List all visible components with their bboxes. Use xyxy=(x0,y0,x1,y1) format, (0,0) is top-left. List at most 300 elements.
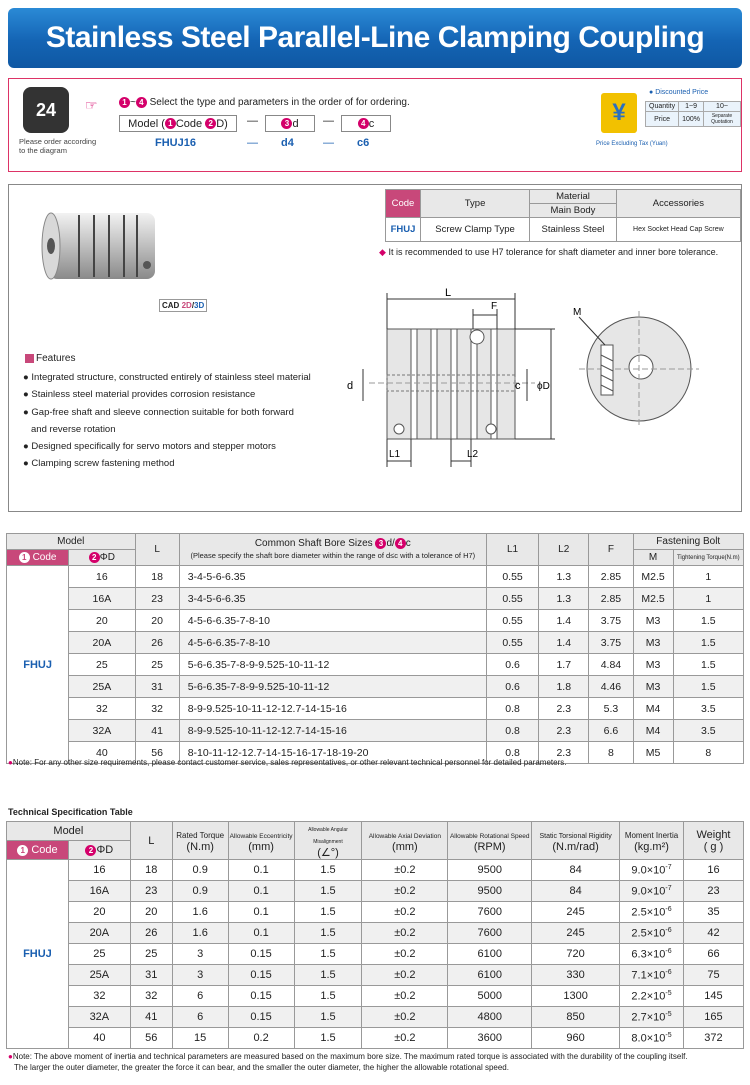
table-cell: 20A xyxy=(69,632,135,654)
table-cell: 0.1 xyxy=(228,881,294,902)
step-1-icon: 1 xyxy=(19,552,30,563)
table-cell: 1 xyxy=(673,566,743,588)
header-model: Model xyxy=(7,534,136,550)
table-cell: 25A xyxy=(69,676,135,698)
feature-text: Clamping screw fastening method xyxy=(31,458,175,470)
table-cell: M3 xyxy=(633,632,673,654)
feature-text: Designed specifically for servo motors and stepper motors xyxy=(31,441,276,453)
table-row xyxy=(7,698,744,720)
table-cell: 15 xyxy=(172,1028,228,1049)
type-material: Stainless Steel xyxy=(530,218,617,242)
dim-label-L: L xyxy=(445,287,452,299)
phone-order-text: 24 xyxy=(35,99,57,120)
type-code: FHUJ xyxy=(386,218,421,242)
table-cell: 0.55 xyxy=(486,632,538,654)
table-cell: 1.5 xyxy=(294,1028,362,1049)
table-cell: 1.5 xyxy=(294,902,362,923)
inertia-base: 9.0×10 xyxy=(631,864,666,877)
spec-header-code xyxy=(7,841,69,860)
cad-2d: 2D xyxy=(181,301,192,310)
table-cell: 8-10-11-12-12.7-14-15-16-17-18-19-20 xyxy=(179,742,486,764)
instruction-text: Select the type and parameters in the order of for ordering. xyxy=(149,97,410,109)
d-field-box xyxy=(265,115,315,132)
yen-symbol: ¥ xyxy=(612,99,626,126)
dimensions-table xyxy=(6,533,744,764)
table-cell: 8 xyxy=(589,742,633,764)
table-cell: 41 xyxy=(130,1007,172,1028)
price-heading-text: Discounted Price xyxy=(655,89,709,96)
header-sizes-c: c xyxy=(405,538,411,550)
spec-header-torque-unit: (N.m) xyxy=(186,840,214,853)
table-cell: 6100 xyxy=(448,965,532,986)
table-cell: M4 xyxy=(633,698,673,720)
table-cell: 4.46 xyxy=(589,676,633,698)
table-cell: 1.5 xyxy=(673,654,743,676)
table-cell: M2.5 xyxy=(633,588,673,610)
spec-header-L: L xyxy=(130,822,172,860)
table-row xyxy=(7,860,744,881)
spec-table-title: Technical Specification Table xyxy=(8,807,133,817)
type-table xyxy=(385,189,741,242)
inertia-exponent: -5 xyxy=(665,1010,672,1018)
cad-badge-text: CAD xyxy=(162,301,180,310)
inertia-exponent: -6 xyxy=(665,947,672,955)
table-cell: 3.5 xyxy=(673,698,743,720)
header-sizes-note: (Please specify the shaft bore diameter within the range of d≤c with a tolerance of H7) xyxy=(190,550,476,560)
separator-dash: — xyxy=(247,115,258,127)
table-cell: 1.5 xyxy=(294,881,362,902)
features-title xyxy=(25,353,75,364)
table-cell: 1.5 xyxy=(294,923,362,944)
table-cell: 0.8 xyxy=(486,698,538,720)
table-cell: 23 xyxy=(135,588,179,610)
table-cell: 0.1 xyxy=(228,923,294,944)
phone-note-line-2: to the diagram xyxy=(19,146,67,155)
spec-header-torque-text: Rated Torque xyxy=(176,830,225,840)
table-cell: 6100 xyxy=(448,944,532,965)
table-cell: 3.75 xyxy=(589,632,633,654)
spec-table xyxy=(6,821,744,1049)
table-cell: ±0.2 xyxy=(362,923,448,944)
dim-label-M: M xyxy=(573,307,582,318)
table-cell: 18 xyxy=(130,860,172,881)
price-table xyxy=(645,101,741,127)
table-row xyxy=(7,676,744,698)
table-cell: 9500 xyxy=(448,860,532,881)
table-cell: 1 xyxy=(673,588,743,610)
type-header-type: Type xyxy=(420,190,529,218)
table-cell: 165 xyxy=(683,1007,743,1028)
table-cell: 720 xyxy=(532,944,620,965)
table-cell: 4800 xyxy=(448,1007,532,1028)
table-cell: 4.84 xyxy=(589,654,633,676)
table-cell: 0.8 xyxy=(486,720,538,742)
table-cell: 7600 xyxy=(448,902,532,923)
header-bolt: Fastening Bolt xyxy=(633,534,743,550)
header-sizes-d: d/ xyxy=(386,538,395,550)
table-cell: M2.5 xyxy=(633,566,673,588)
table-cell: 1.5 xyxy=(294,1007,362,1028)
dim-label-phid: ϕD xyxy=(537,381,550,392)
step-2-icon: 2 xyxy=(89,552,100,563)
table-cell: 6.6 xyxy=(589,720,633,742)
step-2-icon: 2 xyxy=(205,118,216,129)
table-cell: 1.8 xyxy=(539,676,589,698)
spec-header-weight-text: Weight xyxy=(696,828,731,841)
type-accessories: Hex Socket Head Cap Screw xyxy=(616,218,740,242)
order-instruction xyxy=(119,97,410,108)
inertia-cell xyxy=(620,986,684,1007)
header-L: L xyxy=(135,534,179,566)
table-cell: ±0.2 xyxy=(362,986,448,1007)
table-cell: 32 xyxy=(68,986,130,1007)
step-1-icon: 1 xyxy=(165,118,176,129)
table-cell: 31 xyxy=(130,965,172,986)
table-cell: 0.9 xyxy=(172,860,228,881)
spec-header-ang xyxy=(294,822,362,860)
table-row xyxy=(7,588,744,610)
table-cell: 0.6 xyxy=(486,654,538,676)
spec-header-ecc xyxy=(228,822,294,860)
table-cell: M3 xyxy=(633,654,673,676)
phone-note-line-1: Please order according xyxy=(19,137,97,146)
table-cell: 84 xyxy=(532,860,620,881)
table-cell: 25 xyxy=(68,944,130,965)
table-cell: 16 xyxy=(68,860,130,881)
table-row xyxy=(7,944,744,965)
table-cell: 32A xyxy=(69,720,135,742)
feature-item: ● Integrated structure, constructed entirely of stainless steel material xyxy=(23,372,311,383)
table-cell: 9500 xyxy=(448,881,532,902)
step-3-icon: 3 xyxy=(375,538,386,549)
table-cell: 6 xyxy=(172,1007,228,1028)
table-row xyxy=(7,1007,744,1028)
table-cell: 16A xyxy=(68,881,130,902)
inertia-cell xyxy=(620,1028,684,1049)
dim-label-d: d xyxy=(347,380,354,392)
code-cell: FHUJ xyxy=(7,860,69,1049)
tolerance-note-text: It is recommended to use H7 tolerance for shaft diameter and inner bore tolerance. xyxy=(388,247,719,257)
spec-header-axial-unit: (mm) xyxy=(392,840,418,853)
spec-header-weight xyxy=(683,822,743,860)
table-cell: ±0.2 xyxy=(362,881,448,902)
feature-text: Stainless steel material provides corrosion resistance xyxy=(31,389,256,401)
table-cell: ±0.2 xyxy=(362,1007,448,1028)
table-cell: 56 xyxy=(135,742,179,764)
inertia-exponent: -6 xyxy=(665,905,672,913)
spec-header-rigidity-text: Static Torsional Rigidity xyxy=(539,832,612,840)
table-cell: 145 xyxy=(683,986,743,1007)
page-title: Stainless Steel Parallel-Line Clamping Coupling xyxy=(8,8,742,68)
header-phid xyxy=(69,550,135,566)
table-cell: 850 xyxy=(532,1007,620,1028)
model-box-part-2: Code xyxy=(175,117,203,130)
table-cell: 3.5 xyxy=(673,720,743,742)
table-cell: 0.55 xyxy=(486,588,538,610)
spec-header-code-text: Code xyxy=(31,844,58,856)
step-1-icon: 1 xyxy=(119,97,130,108)
table-cell: ±0.2 xyxy=(362,860,448,881)
inertia-exponent: -7 xyxy=(665,884,672,892)
inertia-exponent: -6 xyxy=(665,968,672,976)
table-cell: 2.3 xyxy=(539,742,589,764)
cad-badge: CAD 2D/3D xyxy=(159,299,207,312)
inertia-cell xyxy=(620,944,684,965)
separator-dash: — xyxy=(247,137,258,149)
table-cell: 1.6 xyxy=(172,902,228,923)
table-cell: 1300 xyxy=(532,986,620,1007)
table-cell: 16A xyxy=(69,588,135,610)
d-field-label: d xyxy=(292,117,299,130)
table-cell: M3 xyxy=(633,610,673,632)
table-cell: 0.15 xyxy=(228,986,294,1007)
table-cell: 1.3 xyxy=(539,566,589,588)
feature-text: Integrated structure, constructed entirely of stainless steel material xyxy=(31,372,311,383)
table-row xyxy=(7,923,744,944)
instruction-tilde: ~ xyxy=(130,97,136,109)
step-4-icon: 4 xyxy=(358,118,369,129)
spec-header-model: Model xyxy=(7,822,131,841)
spec-header-rigidity xyxy=(532,822,620,860)
spec-header-weight-unit: ( g ) xyxy=(703,840,724,853)
table-cell: 16 xyxy=(683,860,743,881)
table-cell: 32 xyxy=(130,986,172,1007)
table-cell: ±0.2 xyxy=(362,944,448,965)
table-row xyxy=(7,566,744,588)
header-L2: L2 xyxy=(539,534,589,566)
table-cell: 32 xyxy=(69,698,135,720)
table-cell: 75 xyxy=(683,965,743,986)
table-cell: 66 xyxy=(683,944,743,965)
table-cell: 372 xyxy=(683,1028,743,1049)
table-cell: 3 xyxy=(172,944,228,965)
inertia-base: 9.0×10 xyxy=(631,885,666,898)
table-cell: 5-6-6.35-7-8-9-9.525-10-11-12 xyxy=(179,654,486,676)
table-cell: 3-4-5-6-6.35 xyxy=(179,566,486,588)
feature-item-continued xyxy=(23,421,311,438)
inertia-base: 2.5×10 xyxy=(631,906,666,919)
inertia-base: 2.5×10 xyxy=(631,927,666,940)
step-4-icon: 4 xyxy=(136,97,147,108)
price-cell: Separate Quotation xyxy=(703,112,740,127)
spec-header-axial-text: Allowable Axial Deviation xyxy=(368,832,441,840)
table-cell: M4 xyxy=(633,720,673,742)
table-cell: 1.5 xyxy=(673,610,743,632)
table-cell: 0.9 xyxy=(172,881,228,902)
table-cell: ±0.2 xyxy=(362,902,448,923)
inertia-base: 2.2×10 xyxy=(631,990,666,1003)
table-cell: 26 xyxy=(130,923,172,944)
table-cell: 8-9-9.525-10-11-12-12.7-14-15-16 xyxy=(179,698,486,720)
table-cell: 20 xyxy=(68,902,130,923)
spec-header-speed-text: Allowable Rotational Speed xyxy=(449,832,530,840)
inertia-exponent: -5 xyxy=(665,989,672,997)
table-cell: 20 xyxy=(130,902,172,923)
product-box xyxy=(8,184,742,512)
table-cell: 0.55 xyxy=(486,566,538,588)
table-cell: 40 xyxy=(68,1028,130,1049)
price-cell: 100% xyxy=(679,112,704,127)
table-cell: 0.2 xyxy=(228,1028,294,1049)
table-cell: 20A xyxy=(68,923,130,944)
ordering-box xyxy=(8,78,742,172)
spec-header-ecc-text: Allowable Eccentricity xyxy=(229,832,293,840)
table-cell: 41 xyxy=(135,720,179,742)
dim-label-c: c xyxy=(515,380,521,392)
table-row xyxy=(7,986,744,1007)
table-row xyxy=(7,902,744,923)
table-cell: 2.85 xyxy=(589,566,633,588)
table-cell: M5 xyxy=(633,742,673,764)
table-cell: 1.4 xyxy=(539,632,589,654)
model-box-part-1: Model ( xyxy=(128,117,165,130)
dim-label-L1: L1 xyxy=(389,449,401,460)
table-cell: 5000 xyxy=(448,986,532,1007)
table-cell: 56 xyxy=(130,1028,172,1049)
table-cell: 1.5 xyxy=(673,676,743,698)
price-cell: Price xyxy=(646,112,679,127)
spec-note: ●Note: The above moment of inertia and technical parameters are measured based on the maximum bore size. The maximum rated torque is associated with the durability of the coupling itself. The larger the outer diameter, the greater the force it can bear, and the smaller the outer diameter, the higher the allowable rotational speed. xyxy=(8,1052,688,1072)
spec-header-ecc-unit: (mm) xyxy=(248,840,274,853)
header-torque: Tightening Torque(N.m) xyxy=(673,550,743,566)
table-cell: 0.8 xyxy=(486,742,538,764)
table-cell: 5-6-6.35-7-8-9-9.525-10-11-12 xyxy=(179,676,486,698)
table-cell: M3 xyxy=(633,676,673,698)
table-cell: 0.15 xyxy=(228,1007,294,1028)
spec-header-ang-text: Allowable Angular Misalignment xyxy=(308,827,348,845)
table-cell: 6 xyxy=(172,986,228,1007)
table-cell: 20 xyxy=(69,610,135,632)
header-code-text: Code xyxy=(32,552,57,564)
spec-header-ang-unit: (∠°) xyxy=(317,847,339,859)
table-cell: 31 xyxy=(135,676,179,698)
table-row xyxy=(7,610,744,632)
table-cell: 0.15 xyxy=(228,965,294,986)
table-cell: 0.55 xyxy=(486,610,538,632)
feature-text: and reverse rotation xyxy=(31,423,116,435)
table-cell: 330 xyxy=(532,965,620,986)
table-row xyxy=(7,654,744,676)
table-cell: 4-5-6-6.35-7-8-10 xyxy=(179,610,486,632)
dim-label-F: F xyxy=(491,301,498,312)
feature-item: ● Clamping screw fastening method xyxy=(23,458,175,470)
table-cell: 25A xyxy=(68,965,130,986)
table-cell: 0.6 xyxy=(486,676,538,698)
dim-label-L2: L2 xyxy=(467,449,479,460)
table-cell: 25 xyxy=(135,654,179,676)
table-cell: 4-5-6-6.35-7-8-10 xyxy=(179,632,486,654)
inertia-cell xyxy=(620,860,684,881)
header-F: F xyxy=(589,534,633,566)
phone-order-icon xyxy=(23,87,69,133)
table-cell: 26 xyxy=(135,632,179,654)
separator-dash: — xyxy=(323,115,334,127)
example-c: c6 xyxy=(357,137,370,149)
dimension-drawing xyxy=(339,285,735,495)
table-cell: 0.15 xyxy=(228,944,294,965)
header-sizes xyxy=(179,534,486,566)
table-cell: 960 xyxy=(532,1028,620,1049)
header-M: M xyxy=(633,550,673,566)
table-cell: 1.4 xyxy=(539,610,589,632)
table-cell: 8 xyxy=(673,742,743,764)
inertia-base: 6.3×10 xyxy=(631,948,666,961)
inertia-exponent: -5 xyxy=(665,1031,672,1039)
type-header-material: Material xyxy=(530,190,617,204)
table-cell: 40 xyxy=(69,742,135,764)
inertia-cell xyxy=(620,923,684,944)
inertia-cell xyxy=(620,902,684,923)
spec-header-inertia-text: Moment Inertia xyxy=(624,830,679,840)
table-cell: 16 xyxy=(69,566,135,588)
table-cell: 1.5 xyxy=(673,632,743,654)
features-title-text: Features xyxy=(36,353,76,364)
table-cell: 35 xyxy=(683,902,743,923)
feature-item: ● Stainless steel material provides corrosion resistance xyxy=(23,389,256,401)
table-cell: 84 xyxy=(532,881,620,902)
c-field-box xyxy=(341,115,391,132)
table-cell: 0.1 xyxy=(228,902,294,923)
table-cell: 25 xyxy=(69,654,135,676)
model-box-part-3: D) xyxy=(216,117,228,130)
inertia-base: 2.7×10 xyxy=(631,1011,666,1024)
table-cell: 3600 xyxy=(448,1028,532,1049)
table-row xyxy=(7,965,744,986)
price-note: Price Excluding Tax (Yuan) xyxy=(596,141,668,147)
table-cell: 3-4-5-6-6.35 xyxy=(179,588,486,610)
code-cell: FHUJ xyxy=(7,566,69,764)
table-cell: 1.5 xyxy=(294,986,362,1007)
table-cell: 25 xyxy=(130,944,172,965)
table-cell: 2.3 xyxy=(539,720,589,742)
table-cell: 245 xyxy=(532,902,620,923)
header-code xyxy=(7,550,69,566)
spec-header-rigidity-unit: (N.m/rad) xyxy=(552,840,599,853)
type-header-code: Code xyxy=(386,190,421,218)
table-cell: 1.5 xyxy=(294,944,362,965)
type-header-main-body: Main Body xyxy=(530,204,617,218)
spec-header-inertia xyxy=(620,822,684,860)
spec-header-speed-unit: (RPM) xyxy=(473,840,506,853)
table-cell: 23 xyxy=(683,881,743,902)
tolerance-note: ◆ It is recommended to use H7 tolerance for shaft diameter and inner bore tolerance. xyxy=(379,247,719,257)
table-row xyxy=(7,720,744,742)
spec-header-axial xyxy=(362,822,448,860)
table-cell: 7600 xyxy=(448,923,532,944)
table-cell: 2.85 xyxy=(589,588,633,610)
table-cell: 3 xyxy=(172,965,228,986)
feature-item: ● Designed specifically for servo motors and stepper motors xyxy=(23,441,276,453)
step-4-icon: 4 xyxy=(395,538,406,549)
sizes-note: ●Note: For any other size requirements, please contact customer service, sales representatives, or other relevant technical personnel for detailed parameters. xyxy=(8,758,567,767)
table-cell: 32A xyxy=(68,1007,130,1028)
spec-header-torque xyxy=(172,822,228,860)
table-cell: 23 xyxy=(130,881,172,902)
type-value: Screw Clamp Type xyxy=(420,218,529,242)
example-model: FHUJ16 xyxy=(155,137,196,149)
table-cell: 42 xyxy=(683,923,743,944)
phone-order-note xyxy=(19,137,96,155)
table-cell: 3.75 xyxy=(589,610,633,632)
inertia-exponent: -7 xyxy=(665,863,672,871)
sizes-note-text: Note: For any other size requirements, please contact customer service, sales representatives, or other relevant technical personnel for detailed parameters. xyxy=(12,758,567,767)
step-1-icon: 1 xyxy=(17,845,28,856)
type-header-accessories: Accessories xyxy=(616,190,740,218)
table-cell: 20 xyxy=(135,610,179,632)
spec-note-line-1: Note: The above moment of inertia and technical parameters are measured based on the maximum bore size. The maximum rated torque is associated with the durability of the coupling itself. xyxy=(12,1052,688,1061)
inertia-cell xyxy=(620,881,684,902)
inertia-cell xyxy=(620,965,684,986)
